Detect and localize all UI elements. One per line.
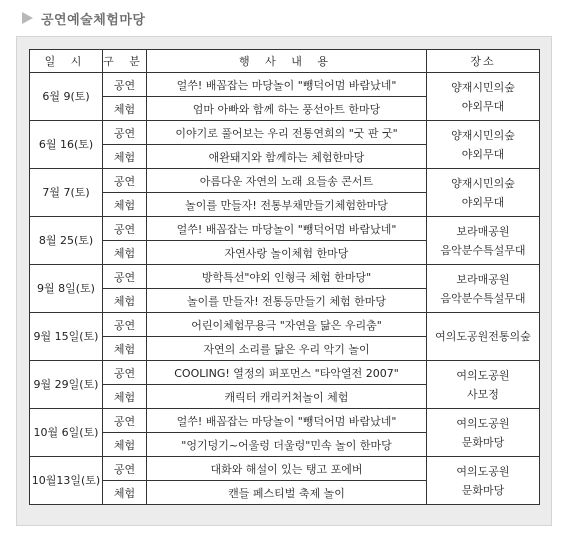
- event-content: 놀이를 만들자! 전통등만들기 체험 한마당: [147, 289, 427, 313]
- event-type: 체험: [103, 241, 147, 265]
- event-type: 체험: [103, 97, 147, 121]
- event-content: 애완돼지와 함께하는 체험한마당: [147, 145, 427, 169]
- event-place: 양재시민의숲 야외무대: [427, 121, 540, 169]
- event-content: 얼쑤! 배꼽잡는 마당놀이 "뺑덕어멈 바람났네": [147, 217, 427, 241]
- table-row: [30, 457, 540, 481]
- event-content: 자연의 소리를 닮은 우리 악기 놀이: [147, 337, 427, 361]
- event-type: 공연: [103, 121, 147, 145]
- event-type: 공연: [103, 313, 147, 337]
- event-content: 얼쑤! 배꼽잡는 마당놀이 "뺑덕어멈 바람났네": [147, 409, 427, 433]
- table-row: [30, 121, 540, 145]
- event-type: 체험: [103, 337, 147, 361]
- header-place: 장소: [427, 50, 540, 73]
- event-content: 캐릭터 캐리커처놀이 체험: [147, 385, 427, 409]
- event-place: 여의도공원 사모정: [427, 361, 540, 409]
- header-type: 구 분: [103, 50, 147, 73]
- event-content: COOLING! 열정의 퍼포먼스 "타악열전 2007": [147, 361, 427, 385]
- event-type: 체험: [103, 193, 147, 217]
- event-content: 어린이체험무용극 "자연을 닮은 우리춤": [147, 313, 427, 337]
- event-type: 체험: [103, 145, 147, 169]
- event-type: 체험: [103, 433, 147, 457]
- event-type: 공연: [103, 457, 147, 481]
- table-row: [30, 313, 540, 337]
- event-type: 공연: [103, 73, 147, 97]
- event-date: 6월 9(토): [30, 73, 103, 121]
- event-type: 공연: [103, 169, 147, 193]
- header-content: 행 사 내 용: [147, 50, 427, 73]
- event-content: 이야기로 풀어보는 우리 전통연희의 "굿 판 굿": [147, 121, 427, 145]
- event-content: "엉기덩기~어울렁 더울렁"민속 놀이 한마당: [147, 433, 427, 457]
- event-date: 10월 6일(토): [30, 409, 103, 457]
- event-type: 공연: [103, 361, 147, 385]
- event-type: 체험: [103, 289, 147, 313]
- table-row: [30, 409, 540, 433]
- table-row: [30, 169, 540, 193]
- table-row: [30, 73, 540, 97]
- event-type: 체험: [103, 385, 147, 409]
- event-place: 양재시민의숲 야외무대: [427, 73, 540, 121]
- table-header-row: [30, 50, 540, 73]
- event-content: 캔들 페스티벌 축제 놀이: [147, 481, 427, 505]
- event-type: 체험: [103, 481, 147, 505]
- table-row: [30, 217, 540, 241]
- event-place: 여의도공원전통의숲: [427, 313, 540, 361]
- event-type: 공연: [103, 217, 147, 241]
- event-place: 여의도공원 문화마당: [427, 457, 540, 505]
- event-date: 7월 7(토): [30, 169, 103, 217]
- event-date: 9월 8일(토): [30, 265, 103, 313]
- event-content: 방학특선"야외 인형극 체험 한마당": [147, 265, 427, 289]
- table-row: [30, 265, 540, 289]
- header-date: 일 시: [30, 50, 103, 73]
- event-place: 보라매공원 음악분수특설무대: [427, 265, 540, 313]
- event-type: 공연: [103, 409, 147, 433]
- event-type: 공연: [103, 265, 147, 289]
- event-date: 10월13일(토): [30, 457, 103, 505]
- event-content: 자연사랑 놀이체험 한마당: [147, 241, 427, 265]
- schedule-table: [29, 49, 540, 505]
- event-place: 양재시민의숲 야외무대: [427, 169, 540, 217]
- arrow-right-icon: [22, 12, 33, 24]
- section-title: 공연예술체험마당: [41, 12, 146, 28]
- event-date: 6월 16(토): [30, 121, 103, 169]
- event-content: 놀이를 만들자! 전통부채만들기체험한마당: [147, 193, 427, 217]
- section-header: [22, 8, 145, 28]
- table-row: [30, 361, 540, 385]
- event-place: 보라매공원 음악분수특설무대: [427, 217, 540, 265]
- event-content: 아름다운 자연의 노래 요들송 콘서트: [147, 169, 427, 193]
- event-content: 엄마 아빠와 함께 하는 풍선아트 한마당: [147, 97, 427, 121]
- event-place: 여의도공원 문화마당: [427, 409, 540, 457]
- event-content: 얼쑤! 배꼽잡는 마당놀이 "뺑덕어멈 바람났네": [147, 73, 427, 97]
- event-date: 9월 29일(토): [30, 361, 103, 409]
- event-date: 9월 15일(토): [30, 313, 103, 361]
- event-date: 8월 25(토): [30, 217, 103, 265]
- event-content: 대화와 해설이 있는 탱고 포에버: [147, 457, 427, 481]
